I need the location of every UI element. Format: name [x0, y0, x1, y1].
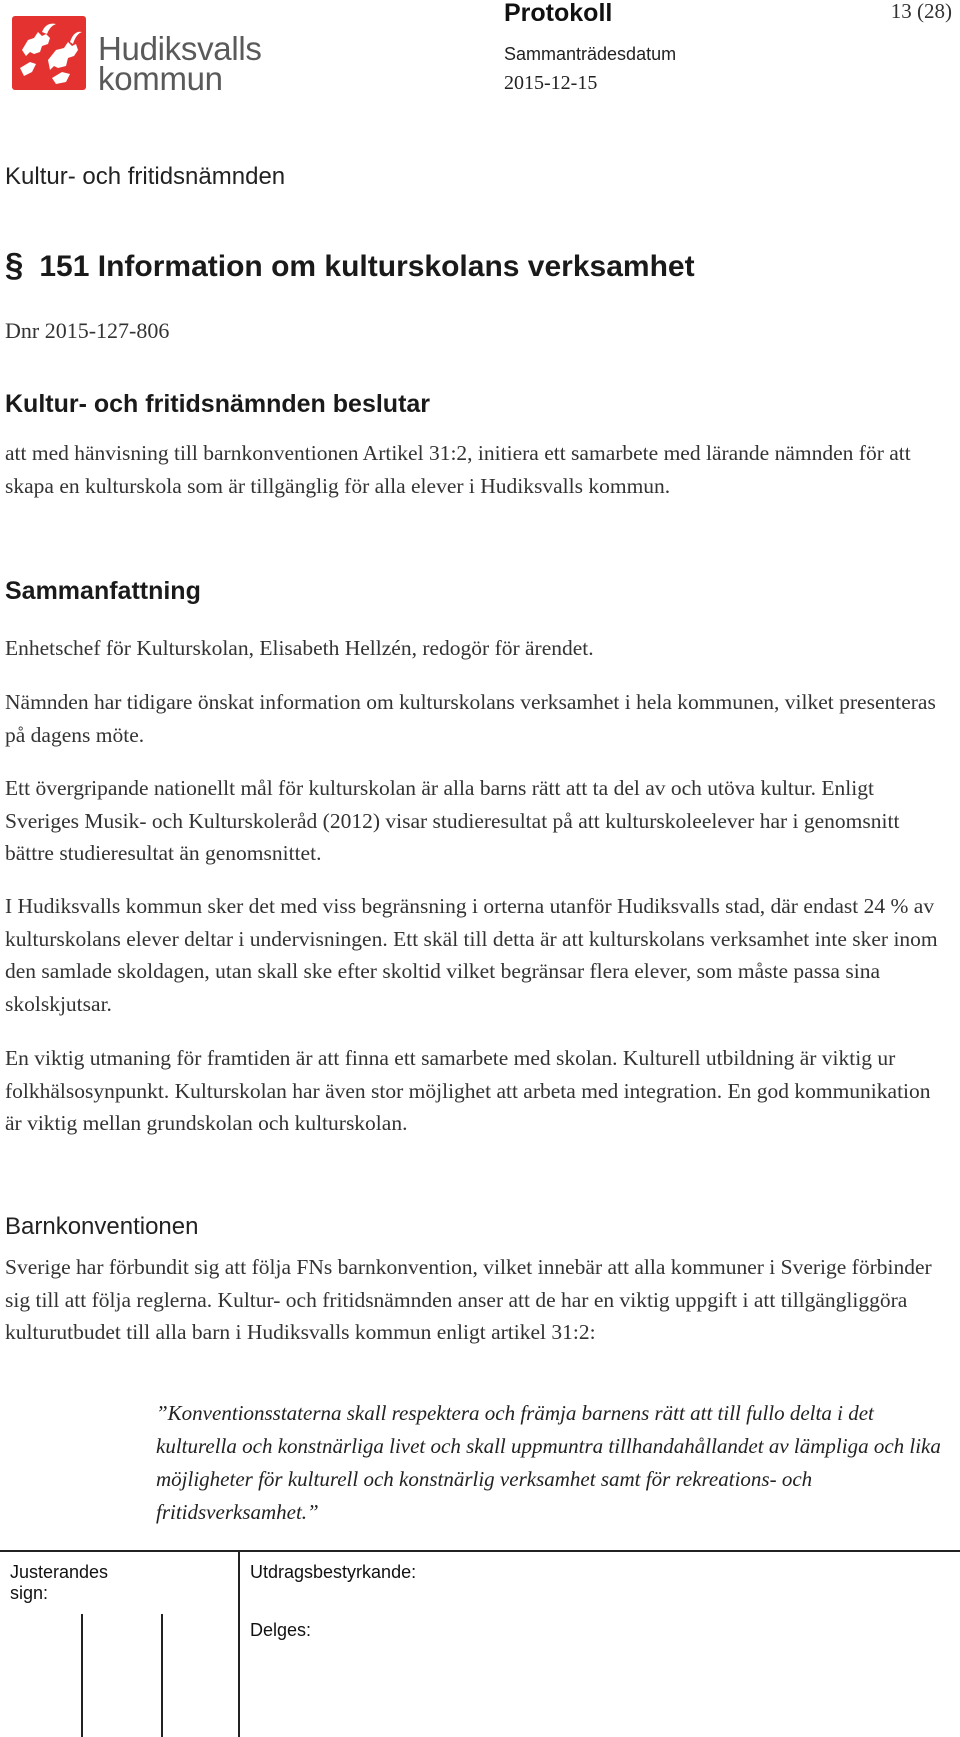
case-number: Dnr 2015-127-806 — [5, 318, 170, 343]
hudiksvall-goat-logo-icon — [12, 16, 86, 90]
summary-paragraph: I Hudiksvalls kommun sker det med viss begränsning i orterna utanför Hudiksvalls stad, där endast 24 % av kulturskolans elever deltar i undervisningen. Ett skäl till detta är att kulturskolans verksamhet inte sker inom den samlade skoldagen, utan skall ske efter skoltid vilket begränsar flera elever, som måste passa sina skolskjutsar. — [5, 894, 938, 1016]
committee-name: Kultur- och fritidsnämnden — [5, 163, 286, 190]
section-title-text: 151 Information om kulturskolans verksamhet — [39, 250, 695, 283]
page-number: 13 (28) — [890, 0, 952, 23]
signature-footer — [0, 1550, 960, 1737]
decision-heading: Kultur- och fritidsnämnden beslutar — [5, 390, 431, 418]
summary-paragraph: Enhetschef för Kulturskolan, Elisabeth Hellzén, redogör för ärendet. — [5, 636, 594, 660]
section-symbol: § — [5, 246, 24, 283]
summary-heading: Sammanfattning — [5, 577, 201, 605]
utdragsbestyrkande-label: Utdragsbestyrkande: — [250, 1562, 417, 1582]
barnkonventionen-heading: Barnkonventionen — [5, 1213, 199, 1240]
summary-paragraph: En viktig utmaning för framtiden är att finna ett samarbete med skolan. Kulturell utbildning är viktig ur folkhälsosynpunkt. Kulturskolan har även stor möjlighet att arbeta med integration. En god kommunikation är viktig mellan grundskolan och kulturskolan. — [5, 1046, 931, 1135]
logo-text-line1: Hudiksvalls — [98, 30, 262, 67]
barnkonventionen-text: Sverige har förbundit sig att följa FNs barnkonvention, vilket innebär att alla kommuner i Sverige förbinder sig till att följa reglerna. Kultur- och fritidsnämnden anser att de har en viktig uppgift i att tillgängliggöra kulturutbudet till alla barn i Hudiksvalls kommun enligt artikel 31:2: — [5, 1255, 932, 1344]
meeting-date: 2015-12-15 — [504, 72, 598, 94]
signature-box-divider — [81, 1614, 83, 1737]
municipality-logo — [10, 10, 262, 97]
logo-text-line2: kommun — [98, 60, 223, 97]
summary-paragraph: Nämnden har tidigare önskat information om kulturskolans verksamhet i hela kommunen, vilket presenteras på dagens möte. — [5, 690, 936, 747]
footer-column-divider — [238, 1550, 240, 1737]
decision-text: att med hänvisning till barnkonventionen Artikel 31:2, initiera ett samarbete med lärande nämnden för att skapa en kulturskola som är tillgänglig för alla elever i Hudiksvalls kommun. — [5, 441, 911, 498]
delges-label: Delges: — [250, 1620, 312, 1640]
meeting-date-label: Sammanträdesdatum — [504, 44, 677, 64]
section-title — [5, 246, 695, 284]
document-type: Protokoll — [504, 0, 613, 27]
signature-box-divider — [161, 1614, 163, 1737]
justerandes-sign-label: Justerandes sign: — [10, 1562, 109, 1603]
article-quote: ”Konventionsstaterna skall respektera och främja barnens rätt att till fullo delta i det kulturella och konstnärliga livet och skall uppmuntra tillhandahållandet av lämpliga och lika möjligheter för kulturell och konstnärlig verksamhet samt för rekreations- och fritidsverksamhet.” — [156, 1401, 941, 1524]
footer-top-rule — [0, 1550, 960, 1552]
summary-paragraph: Ett övergripande nationellt mål för kulturskolan är alla barns rätt att ta del av och utöva kultur. Enligt Sveriges Musik- och Kulturskoleråd (2012) visar studieresultat på att kulturskoleelever har i genomsnitt bättre studieresultat än genomsnittet. — [5, 776, 900, 865]
